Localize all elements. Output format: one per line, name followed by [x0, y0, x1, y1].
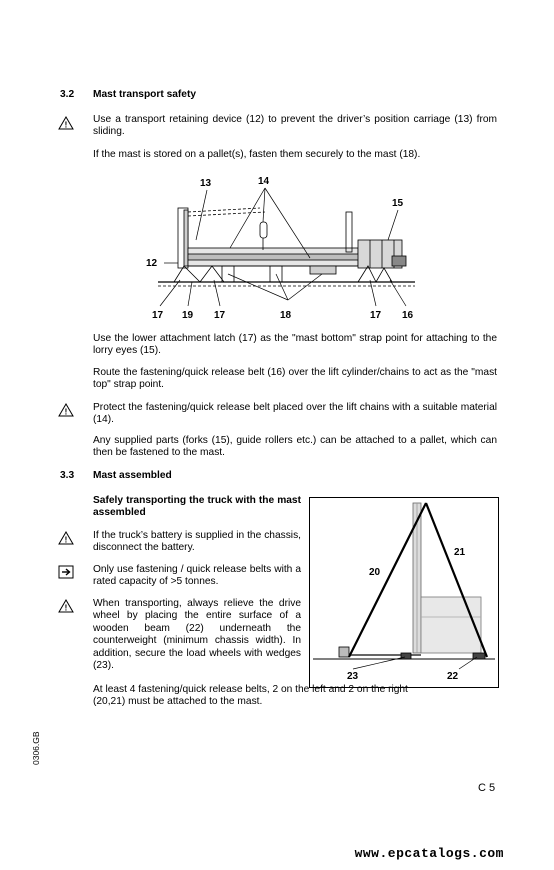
mast-transport-figure	[140, 170, 420, 322]
callout-21: 21	[454, 547, 466, 558]
arrow-right-box-icon	[58, 565, 74, 579]
svg-text:!: !	[64, 535, 68, 545]
section-3-3-title: Mast assembled	[93, 470, 172, 481]
paragraph-pallet: If the mast is stored on a pallet(s), fasten them securely to the mast (18).	[93, 149, 421, 160]
callout-17b: 17	[214, 310, 226, 321]
callout-22: 22	[447, 671, 459, 682]
document-code: 0306.GB	[31, 731, 41, 765]
callout-13: 13	[200, 178, 212, 189]
svg-text:!: !	[64, 407, 68, 417]
paragraph-protect-belt: Protect the fastening/quick release belt placed over the lift chains with a suitable material (14).	[93, 402, 497, 426]
callout-18: 18	[280, 310, 292, 321]
paragraph-lower-latch: Use the lower attachment latch (17) as the "mast bottom" strap point for attaching to the lorry eyes (15).	[93, 333, 497, 357]
section-3-2-number: 3.2	[60, 89, 75, 100]
subheading-safe-transport: Safely transporting the truck with the mast assembled	[93, 495, 301, 519]
paragraph-route-belt: Route the fastening/quick release belt (16) over the lift cylinder/chains to act as the "mast top" strap point.	[93, 367, 497, 391]
item-belt-capacity: Only use fastening / quick release belts with a rated capacity of >5 tonnes.	[93, 564, 301, 588]
warning-triangle-icon	[58, 599, 74, 613]
svg-text:!: !	[64, 120, 68, 130]
callout-17c: 17	[370, 310, 382, 321]
callout-23: 23	[347, 671, 359, 682]
callout-15: 15	[392, 198, 404, 209]
assembled-truck-figure	[309, 497, 499, 689]
callout-19: 19	[182, 310, 194, 321]
callout-20: 20	[369, 567, 381, 578]
svg-text:!: !	[64, 603, 68, 613]
page-number: C 5	[478, 782, 496, 794]
section-3-3-number: 3.3	[60, 470, 75, 481]
paragraph-retaining-device: Use a transport retaining device (12) to prevent the driver’s position carriage (13) from sliding.	[93, 114, 497, 138]
paragraph-four-belts: At least 4 fastening/quick release belts, 2 on the left and 2 on the right (20,21) must be attached to the mast.	[93, 684, 408, 708]
callout-14: 14	[258, 176, 270, 187]
callout-12: 12	[146, 258, 158, 269]
section-3-2-title: Mast transport safety	[93, 89, 197, 100]
item-disconnect-battery: If the truck’s battery is supplied in the chassis, disconnect the battery.	[93, 530, 301, 554]
callout-17a: 17	[152, 310, 164, 321]
warning-triangle-icon	[58, 403, 74, 417]
callout-16: 16	[402, 310, 414, 321]
footer-url: www.epcatalogs.com	[354, 846, 504, 861]
item-relieve-drive-wheel: When transporting, always relieve the drive wheel by placing the entire surface of a wooden beam (22) underneath the counterweight (minimum chassis width). In addition, secure the load wheels with wedges (23).	[93, 598, 301, 672]
paragraph-supplied-parts: Any supplied parts (forks (15), guide rollers etc.) can be attached to a pallet, which can then be fastened to the mast.	[93, 435, 497, 459]
warning-triangle-icon	[58, 116, 74, 130]
warning-triangle-icon	[58, 531, 74, 545]
